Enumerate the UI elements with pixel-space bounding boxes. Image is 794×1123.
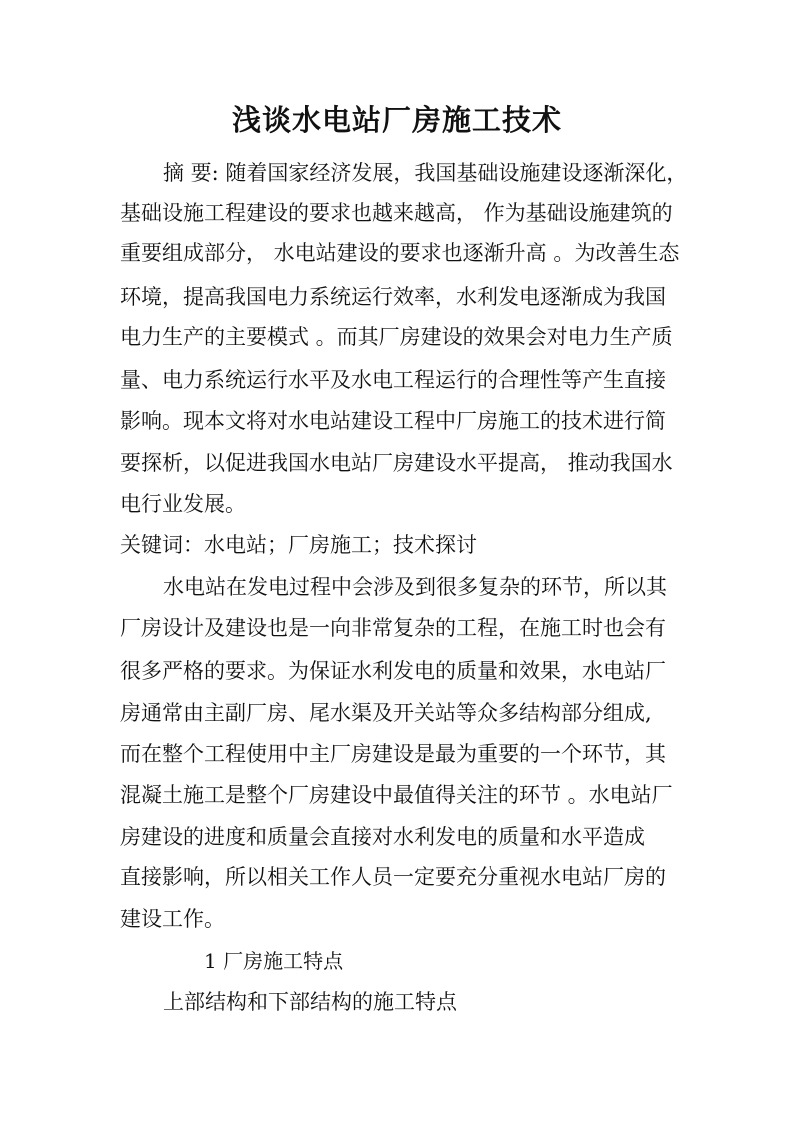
section-heading: 1 厂房施工特点 bbox=[204, 949, 344, 973]
body-line: 直接影响，所以相关工作人员一定要充分重视水电站厂房的 bbox=[120, 865, 666, 889]
abstract-line: 影响。现本文将对水电站建设工程中厂房施工的技术进行简 bbox=[120, 409, 666, 433]
abstract-line: 量、电力系统运行水平及水电工程运行的合理性等产生直接 bbox=[120, 368, 666, 392]
body-line: 而在整个工程使用中主厂房建设是最为重要的一个环节，其 bbox=[120, 742, 666, 766]
body-line: 厂房设计及建设也是一向非常复杂的工程，在施工时也会有 bbox=[120, 616, 666, 640]
abstract-line: 重要组成部分， 水电站建设的要求也逐渐升高 。为改善生态 bbox=[120, 241, 680, 265]
subsection-heading: 上部结构和下部结构的施工特点 bbox=[163, 990, 457, 1014]
page-title: 浅谈水电站厂房施工技术 bbox=[231, 103, 562, 137]
abstract-line: 要探析，以促进我国水电站厂房建设水平提高， 推动我国水 bbox=[120, 451, 673, 475]
keywords-line: 关键词：水电站；厂房施工；技术探讨 bbox=[120, 533, 477, 557]
abstract-line: 基础设施工程建设的要求也越来越高， 作为基础设施建筑的 bbox=[120, 201, 673, 225]
body-line: 水电站在发电过程中会涉及到很多复杂的环节，所以其 bbox=[163, 575, 667, 599]
body-line: 房通常由主副厂房、尾水渠及开关站等众多结构部分组成, bbox=[120, 701, 652, 725]
abstract-line: 电力生产的主要模式 。而其厂房建设的效果会对电力生产质 bbox=[120, 325, 673, 349]
abstract-line: 电行业发展。 bbox=[120, 492, 246, 516]
body-line: 很多严格的要求。为保证水利发电的质量和效果，水电站厂 bbox=[120, 659, 666, 683]
abstract-line: 环境，提高我国电力系统运行效率，水利发电逐渐成为我国 bbox=[120, 285, 666, 309]
body-line: 混凝土施工是整个厂房建设中最值得关注的环节 。水电站厂 bbox=[120, 783, 673, 807]
abstract-line: 摘 要: 随着国家经济发展，我国基础设施建设逐渐深化， bbox=[163, 161, 688, 185]
body-line: 房建设的进度和质量会直接对水利发电的质量和水平造成 bbox=[120, 825, 645, 849]
body-line: 建设工作。 bbox=[120, 907, 225, 931]
